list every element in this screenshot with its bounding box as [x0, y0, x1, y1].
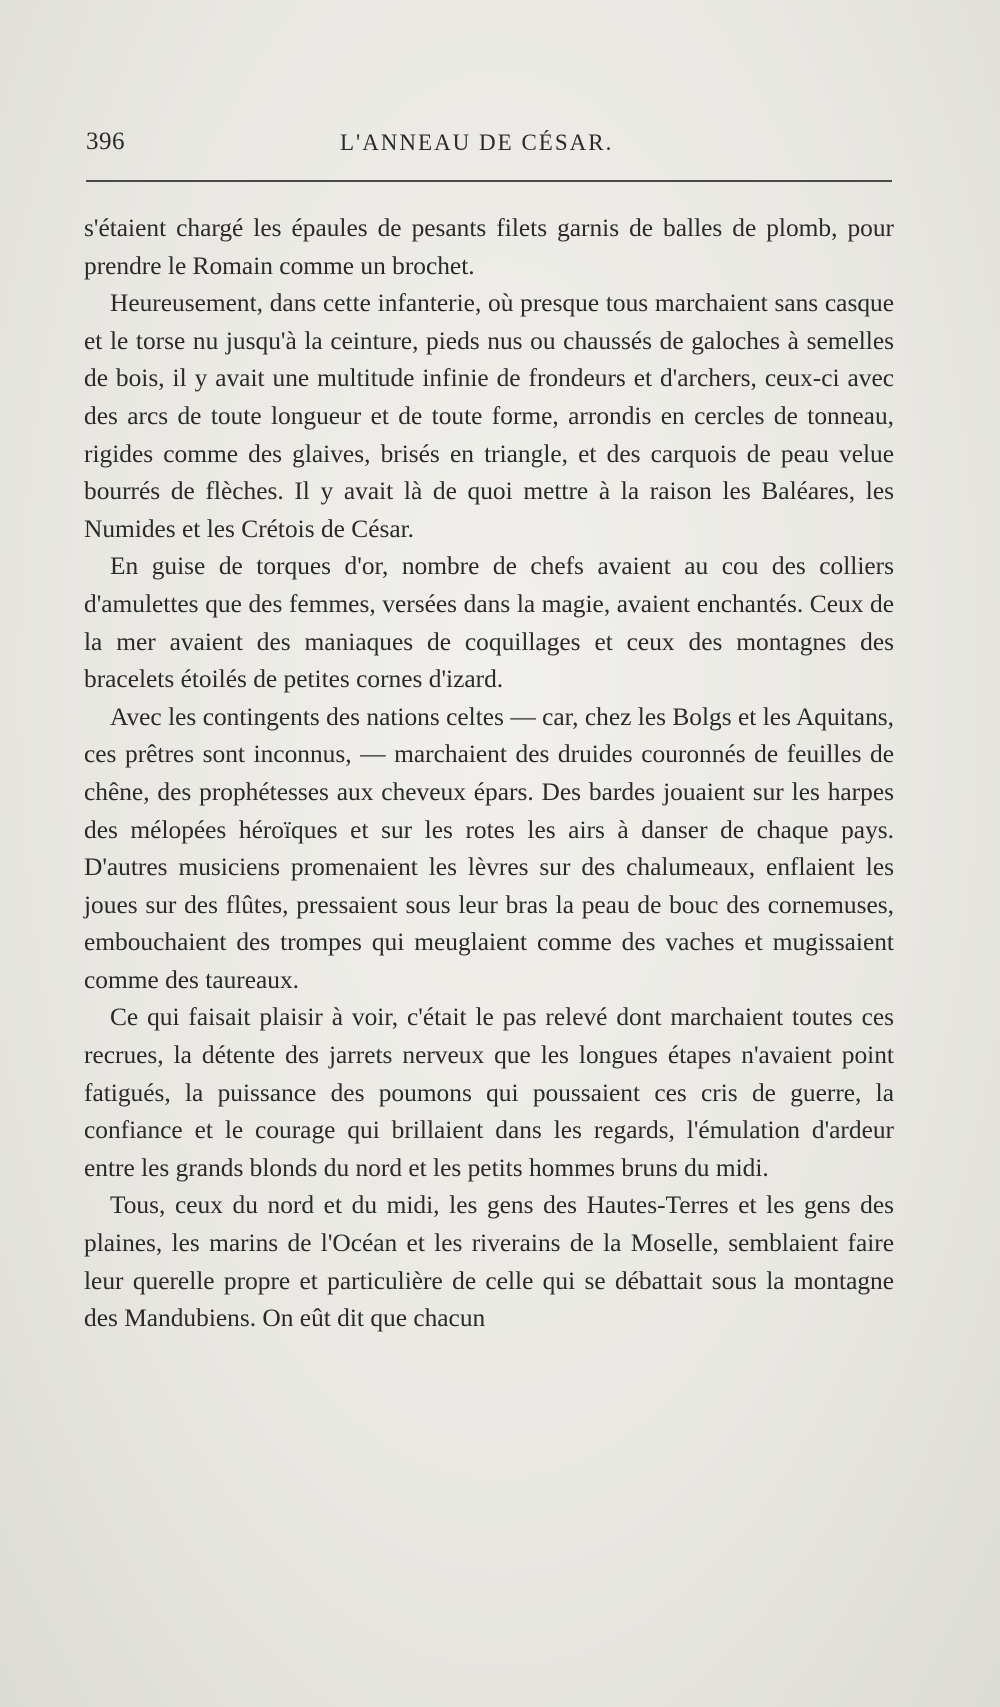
paragraph: s'étaient chargé les épaules de pesants filets garnis de balles de plomb, pour prendre le Romain comme un brochet. [84, 214, 894, 280]
paragraph: Avec les contingents des nations celtes — car, chez les Bolgs et les Aquitans, ces prêtres sont inconnus, — marchaient des druides couronnés de feuilles de chêne, des prophétesses aux cheveux épars. Des bardes jouaient sur les harpes des mélopées héroïques et sur les rotes les airs à danser de chaque pays. D'autres musiciens promenaient les lèvres sur des chalumeaux, enflaient les joues sur des flûtes, pressaient sous leur bras la peau de bouc des cornemuses, embouchaient des trompes qui meuglaient comme des vaches et mugissaient comme des taureaux. [84, 702, 894, 994]
page-number: 396 [86, 128, 125, 155]
paragraph: Heureusement, dans cette infanterie, où presque tous marchaient sans casque et le torse nu jusqu'à la ceinture, pieds nus ou chaussés de galoches à semelles de bois, il y avait une multitude infinie de frondeurs et d'archers, ceux-ci avec des arcs de toute longueur et de toute forme, arrondis en cercles de tonneau, rigides comme des glaives, brisés en triangle, et des carquois de peau velue bourrés de flèches. Il y avait là de quoi mettre à la raison les Baléares, les Numides et les Crétois de César. [84, 289, 894, 543]
paragraph: En guise de torques d'or, nombre de chefs avaient au cou des colliers d'amulettes que des femmes, versées dans la magie, avaient enchantés. Ceux de la mer avaient des maniaques de coquillages et ceux des montagnes des bracelets étoilés de petites cornes d'izard. [84, 552, 894, 694]
paragraph: Ce qui faisait plaisir à voir, c'était le pas relevé dont marchaient toutes ces recrues, la détente des jarrets nerveux que les longues étapes n'avaient point fatigués, la puissance des poumons qui poussaient ces cris de guerre, la confiance et le courage qui brillaient dans les regards, l'émulation d'ardeur entre les grands blonds du nord et les petits hommes bruns du midi. [84, 1003, 894, 1182]
running-title: L'ANNEAU DE CÉSAR. [340, 130, 614, 155]
header-rule [86, 180, 892, 182]
page-header [86, 128, 892, 164]
paragraph: Tous, ceux du nord et du midi, les gens des Hautes-Terres et les gens des plaines, les marins de l'Océan et les riverains de la Moselle, semblaient faire leur querelle propre et particulière de celle qui se débattait sous la montagne des Mandubiens. On eût dit que chacun [84, 1191, 894, 1333]
body-text [84, 210, 894, 1338]
